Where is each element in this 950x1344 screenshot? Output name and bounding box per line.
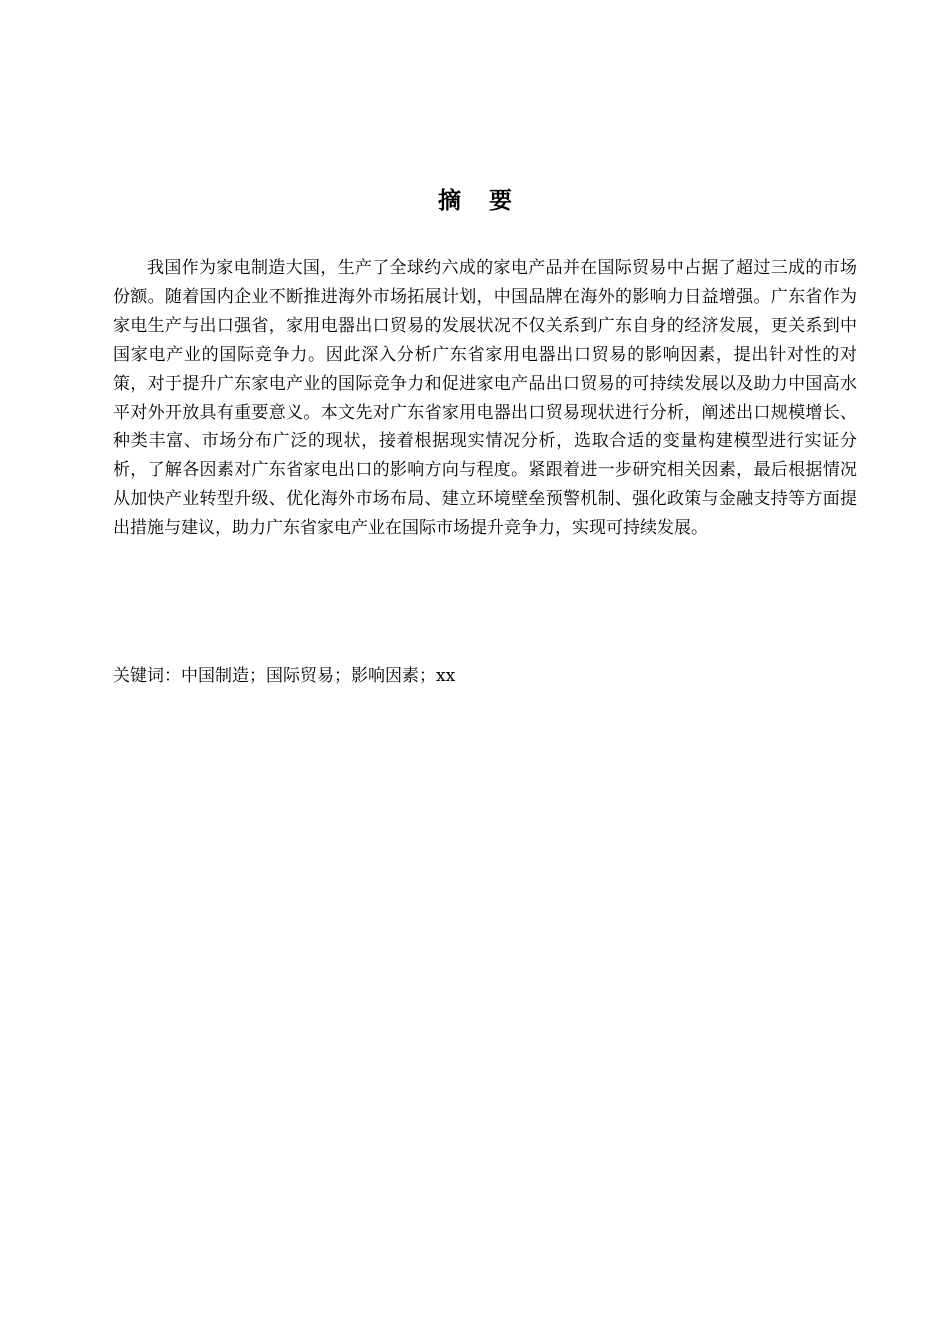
abstract-title: 摘 要 xyxy=(437,188,522,214)
abstract-body: 我国作为家电制造大国，生产了全球约六成的家电产品并在国际贸易中占据了超过三成的市场份额。随着国内企业不断推进海外市场拓展计划，中国品牌在海外的影响力日益增强。广东省作为家电生产与出口强省，家用电器出口贸易的发展状况不仅关系到广东自身的经济发展，更关系到中国家电产业的国际竞争力。因此深入分析广东省家用电器出口贸易的影响因素，提出针对性的对策，对于提升广东家电产业的国际竞争力和促进家电产品出口贸易的可持续发展以及助力中国高水平对外开放具有重要意义。本文先对广东省家用电器出口贸易现状进行分析，阐述出口规模增长、种类丰富、市场分布广泛的现状，接着根据现实情况分析，选取合适的变量构建模型进行实证分析，了解各因素对广东省家电出口的影响方向与程度。紧跟着进一步研究相关因素，最后根据情况从加快产业转型升级、优化海外市场布局、建立环境壁垒预警机制、强化政策与金融支持等方面提出措施与建议，助力广东省家电产业在国际市场提升竞争力，实现可持续发展。 xyxy=(113,258,857,539)
keywords-line: 关键词：中国制造；国际贸易；影响因素；xx xyxy=(113,666,456,686)
